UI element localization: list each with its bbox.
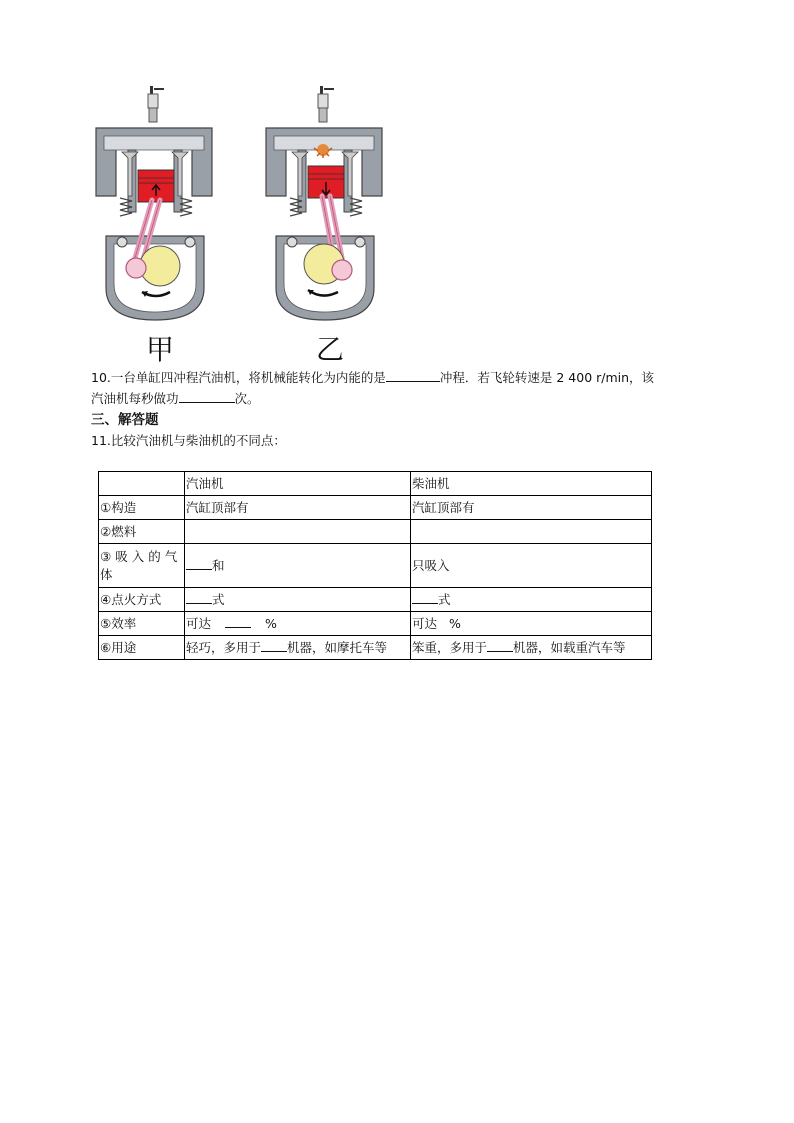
- question-10-line-2: [91, 389, 260, 409]
- diesel-cell-text: 笨重，多用于: [412, 639, 488, 655]
- row-label: ⑤效率: [99, 612, 185, 636]
- question-10-line-1: [91, 368, 654, 388]
- question-11: 11.比较汽油机与柴油机的不同点：: [91, 433, 286, 448]
- diesel-cell: 汽缸顶部有: [411, 496, 652, 520]
- gasoline-cell-text-2: 机器，如摩托车等: [287, 639, 388, 655]
- gasoline-cell-text: 和: [212, 557, 225, 573]
- diesel-cell: [411, 588, 652, 612]
- diesel-cell-unit: %: [449, 615, 461, 631]
- engine-diagram-jia: [92, 86, 218, 324]
- q10-blank-times: [179, 389, 235, 403]
- table-row: [99, 612, 652, 636]
- row-label: ③吸入的气体: [99, 544, 185, 588]
- section-title: 三、解答题: [91, 412, 159, 428]
- blank: [186, 591, 212, 604]
- diesel-cell-text: 式: [438, 591, 451, 607]
- q10-line2-prefix: 汽油机每秒做功: [91, 391, 179, 406]
- blank: [186, 557, 212, 570]
- diesel-cell: 只吸入: [411, 544, 652, 588]
- row-label: ④点火方式: [99, 588, 185, 612]
- row-label: ②燃料: [99, 520, 185, 544]
- blank: [487, 639, 513, 652]
- figure-label-yi: 乙: [316, 333, 345, 366]
- table-header-row: [99, 472, 652, 496]
- blank: [261, 639, 287, 652]
- diesel-cell-text-2: 机器，如载重汽车等: [513, 639, 626, 655]
- diesel-cell: [411, 636, 652, 660]
- comparison-table: [98, 471, 652, 660]
- q10-line1-prefix: 10.一台单缸四冲程汽油机，将机械能转化为内能的是: [91, 370, 386, 385]
- header-cell-empty: [99, 472, 185, 496]
- blank: [412, 591, 438, 604]
- gasoline-cell: [185, 636, 411, 660]
- gasoline-cell: [185, 520, 411, 544]
- gasoline-cell: [185, 612, 411, 636]
- figure-label-jia: 甲: [146, 333, 175, 366]
- row-label: ①构造: [99, 496, 185, 520]
- blank: [225, 615, 251, 628]
- table-row: [99, 588, 652, 612]
- table-row: [99, 544, 652, 588]
- gasoline-cell-unit: %: [265, 615, 277, 631]
- gasoline-cell: 汽缸顶部有: [185, 496, 411, 520]
- q10-blank-stroke: [386, 368, 440, 382]
- gasoline-cell-text: 可达: [186, 615, 212, 631]
- diesel-cell-text: 可达: [412, 615, 438, 631]
- row-label: ⑥用途: [99, 636, 185, 660]
- table-row: [99, 636, 652, 660]
- engine-diagram-yi: [262, 86, 388, 324]
- table-row: [99, 496, 652, 520]
- gasoline-cell: [185, 544, 411, 588]
- gasoline-cell-text: 式: [212, 591, 225, 607]
- gasoline-cell-text: 轻巧，多用于: [186, 639, 262, 655]
- header-cell-diesel: 柴油机: [411, 472, 652, 496]
- diesel-cell: [411, 520, 652, 544]
- header-cell-gasoline: 汽油机: [185, 472, 411, 496]
- gasoline-cell: [185, 588, 411, 612]
- diesel-cell: [411, 612, 652, 636]
- q10-line1-mid: 冲程．若飞轮转速是 2 400 r/min，该: [439, 370, 655, 385]
- q10-line2-suffix: 次。: [234, 391, 260, 406]
- table-row: [99, 520, 652, 544]
